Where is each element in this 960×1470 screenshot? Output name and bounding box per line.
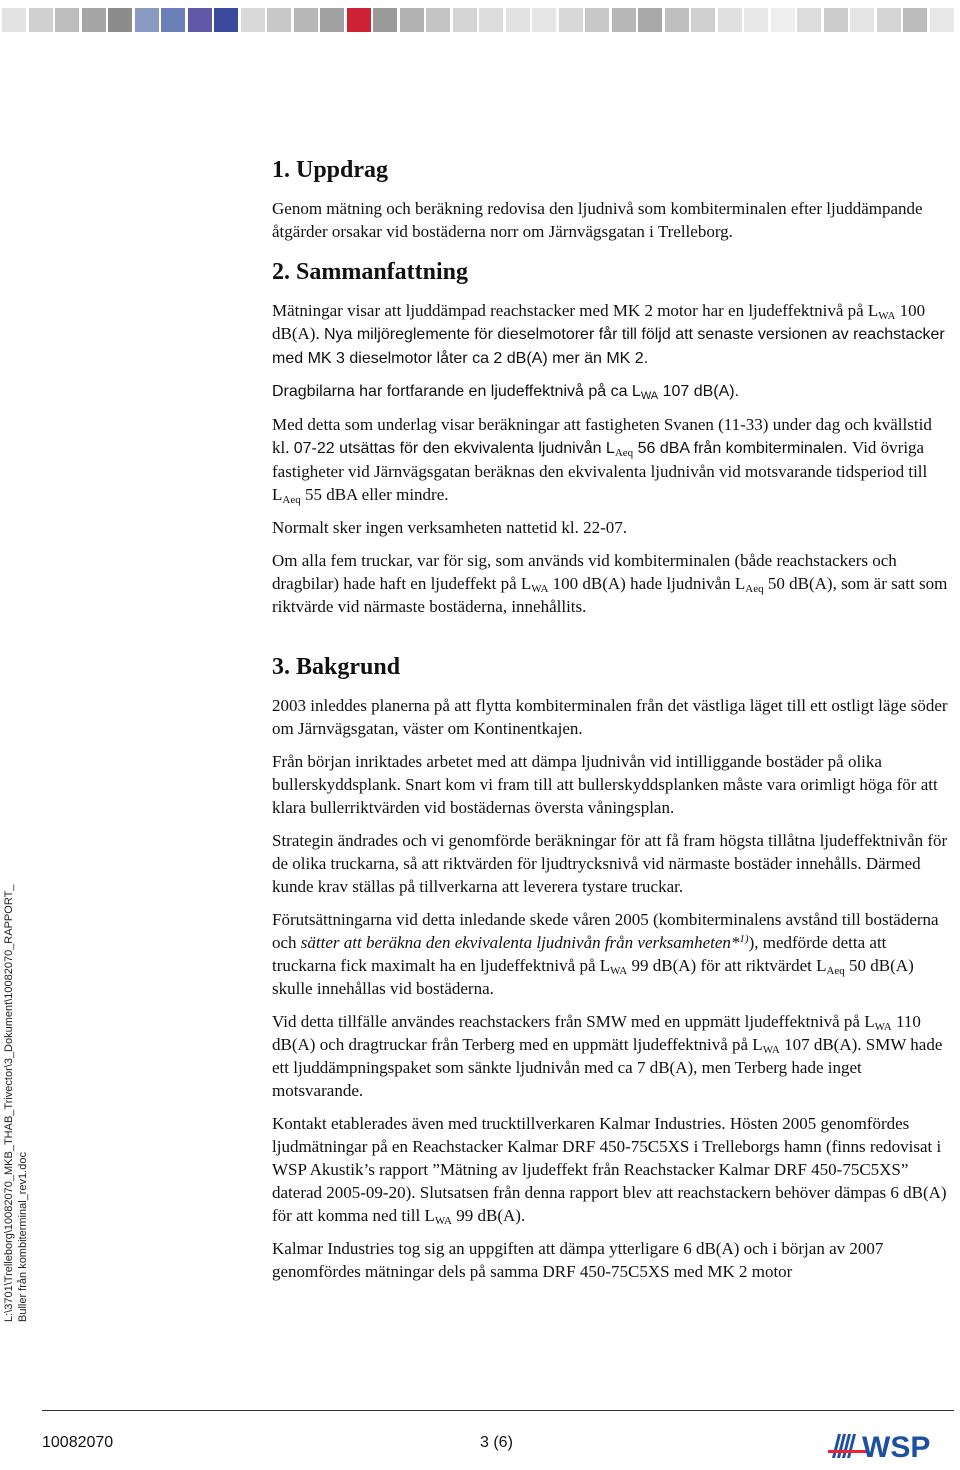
header-square — [267, 8, 291, 32]
header-square — [506, 8, 530, 32]
paragraph-background-4: Förutsättningarna vid detta inledande skede våren 2005 (kombiterminalens avstånd till bostäderna och sätter att beräkna den ekvivalenta ljudnivån från verksamheten*$^{1)}$), medförde detta att truckarna fick maximalt ha en ljudeffektnivå på $L_{WA}$ 99 dB(A) för att riktvärdet $L_{Aeq}$ 50 dB(A) skulle innehållas vid bostäderna. — [272, 910, 939, 998]
wsp-logo — [828, 1424, 956, 1464]
page-number: 3 (6) — [480, 1434, 513, 1451]
header-square — [373, 8, 397, 32]
header-color-bar — [0, 0, 960, 34]
header-square — [426, 8, 450, 32]
heading-uppdrag: 1. Uppdrag — [272, 157, 389, 183]
header-square — [665, 8, 689, 32]
header-square — [82, 8, 106, 32]
paragraph-summary-2: Dragbilarna har fortfarande en ljudeffektnivå på ca $L_{WA}$ 107 dB(A). — [272, 383, 740, 402]
paragraph-uppdrag: Genom mätning och beräkning redovisa den ljudnivå som kombiterminalen efter ljuddämpande åtgärder orsakar vid bostäderna norr om Järnvägsgatan i Trelleborg. — [272, 199, 923, 241]
header-square — [691, 8, 715, 32]
header-square — [29, 8, 53, 32]
header-square — [188, 8, 212, 32]
paragraph-summary-3: Med detta som underlag visar beräkningar att fastigheten Svanen (11-33) under dag och kvällstid kl. 07-22 utsättas för den ekvivalenta ljudnivån $L_{Aeq}$ 56 dBA från kombiterminalen. Vid övriga fastigheter vid Järnvägsgatan beräknas den ekvivalenta ljudnivån vid motsvarande tidsperiod till $L_{Aeq}$ 55 dBA eller mindre. — [272, 415, 932, 506]
file-path-line-2: Buller från kombiterminal_rev1.doc — [17, 1152, 29, 1322]
wsp-logo-text: WSP — [862, 1431, 931, 1464]
header-square — [294, 8, 318, 32]
header-square — [453, 8, 477, 32]
header-square — [55, 8, 79, 32]
header-square — [797, 8, 821, 32]
paragraph-background-6: Kontakt etablerades även med trucktillverkaren Kalmar Industries. Hösten 2005 genomfördes ljudmätningar på en Reachstacker Kalmar DRF 450-75C5XS i Trelleborgs hamn (finns redovisat i WSP Akustik’s rapport ”Mätning av ljudeffekt från Reachstacker Kalmar DRF 450-75C5XS” daterad 2005-09-20). Slutsatsen från denna rapport blev att reachstackern behöver dämpas 6 dB(A) för att komma ned till $L_{WA}$ 99 dB(A). — [272, 1114, 947, 1227]
header-square — [479, 8, 503, 32]
header-square — [850, 8, 874, 32]
header-square — [2, 8, 26, 32]
header-square — [930, 8, 954, 32]
paragraph-summary-4: Normalt sker ingen verksamheten nattetid kl. 22-07. — [272, 518, 628, 537]
header-square — [241, 8, 265, 32]
header-square — [400, 8, 424, 32]
paragraph-background-3: Strategin ändrades och vi genomförde beräkningar för att få fram högsta tillåtna ljudeffektnivån för de olika truckarna, så att riktvärden för ljudtrycksnivå vid närmaste bostäder innehålls. Därmed kunde krav ställas på tillverkarna att leverera tystare truckar. — [272, 831, 948, 896]
header-square — [559, 8, 583, 32]
heading-bakgrund: 3. Bakgrund — [272, 654, 401, 680]
paragraph-summary-1: Mätningar visar att ljuddämpad reachstacker med MK 2 motor har en ljudeffektnivå på $L_{WA}$ 100 dB(A). Nya miljöreglemente för dieselmotorer får till följd att senaste versionen av reachstacker med MK 3 dieselmotor låter ca 2 dB(A) mer än MK 2. — [272, 301, 945, 367]
footer-divider — [42, 1410, 954, 1411]
header-square — [532, 8, 556, 32]
header-square — [744, 8, 768, 32]
header-square — [585, 8, 609, 32]
header-square — [903, 8, 927, 32]
header-square — [161, 8, 185, 32]
header-square — [771, 8, 795, 32]
header-square — [214, 8, 238, 32]
paragraph-background-2: Från början inriktades arbetet med att dämpa ljudnivån vid intilliggande bostäder på olika bullerskyddsplank. Snart kom vi fram till att bullerskyddsplanken måste vara orimligt höga för att klara bullerriktvärden vid bostädernas översta våningsplan. — [272, 752, 938, 817]
heading-sammanfattning: 2. Sammanfattning — [272, 259, 469, 285]
file-path-line-1: L:\3701\Trelleborg\10082070_MKB_THAB_Trivector\3_Dokument\10082070_RAPPORT_ — [3, 884, 15, 1322]
header-square — [718, 8, 742, 32]
document-body — [272, 155, 952, 1293]
document-number: 10082070 — [42, 1434, 114, 1451]
paragraph-background-5: Vid detta tillfälle användes reachstackers från SMW med en uppmätt ljudeffektnivå på $L_{WA}$ 110 dB(A) och dragtruckar från Terberg med en uppmätt ljudeffektnivå på $L_{WA}$ 107 dB(A). SMW hade ett ljuddämpningspaket som sänkte ljudnivån med ca 7 dB(A), men Terberg hade inget motsvarande. — [272, 1012, 943, 1100]
header-square — [320, 8, 344, 32]
page-footer — [0, 1410, 960, 1470]
paragraph-background-1: 2003 inleddes planerna på att flytta kombiterminalen från det västliga läget till ett ostligt läge söder om Järnvägsgatan, väster om Kontinentkajen. — [272, 696, 948, 738]
header-square — [638, 8, 662, 32]
paragraph-background-7: Kalmar Industries tog sig an uppgiften att dämpa ytterligare 6 dB(A) och i början av 2007 genomfördes mätningar dels på samma DRF 450-75C5XS med MK 2 motor — [272, 1239, 884, 1281]
file-path-margin-text — [2, 885, 30, 1322]
header-square — [877, 8, 901, 32]
header-square — [135, 8, 159, 32]
header-square — [824, 8, 848, 32]
header-square — [612, 8, 636, 32]
paragraph-summary-5: Om alla fem truckar, var för sig, som används vid kombiterminalen (både reachstackers och dragbilar) hade haft en ljudeffekt på $L_{WA}$ 100 dB(A) hade ljudnivån $L_{Aeq}$ 50 dB(A), som är satt som riktvärde vid närmaste bostäderna, innehållits. — [272, 551, 948, 616]
header-square — [108, 8, 132, 32]
header-square — [347, 8, 371, 32]
